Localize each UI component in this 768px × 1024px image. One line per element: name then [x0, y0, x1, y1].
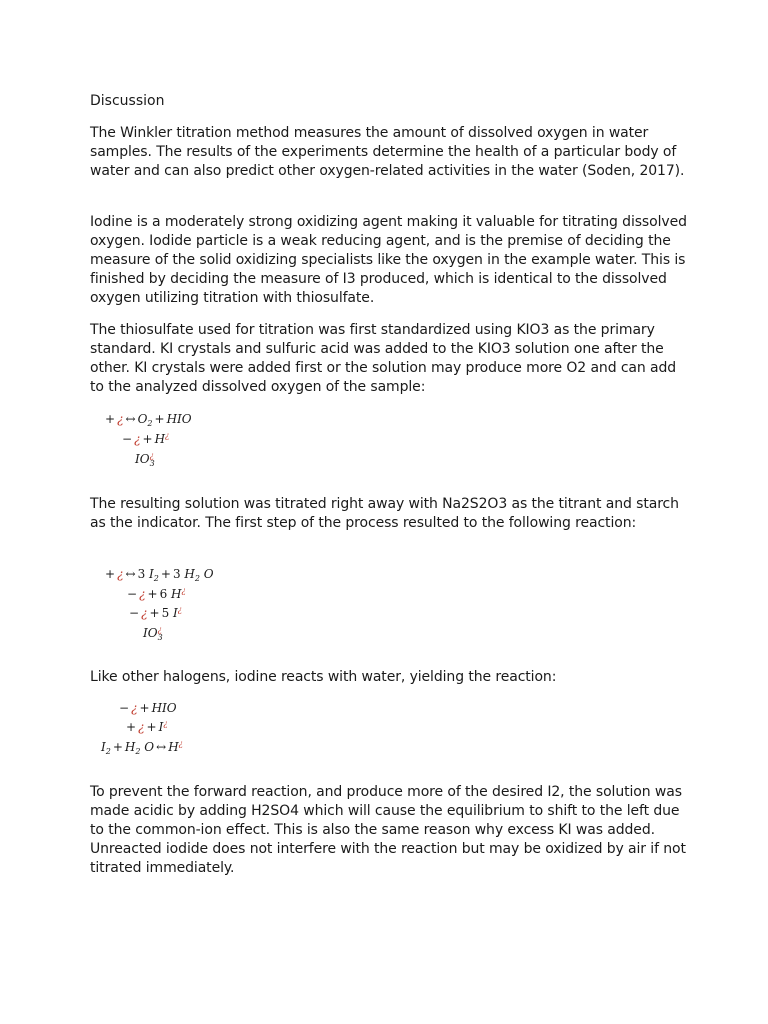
equation-line: − ¿ + 5 I¿ [129, 605, 183, 620]
equation-line: + ¿ + I¿ [126, 719, 168, 734]
equation-line: + ¿ ↔ $O_2$ + HIO [105, 412, 192, 428]
paragraph-halogens: Like other halogens, iodine reacts with water, yielding the reaction: [90, 669, 557, 685]
paragraph-winkler: The Winkler titration method measures the amount of dissolved oxygen in water samples. The results of the experiments determine the health of a particular body of water and can also predict other oxygen-related activities in the water (Soden, 2017). [90, 125, 685, 179]
paragraph-iodine: Iodine is a moderately strong oxidizing agent making it valuable for titrating dissolved oxygen. Iodide particle is a weak reducing agent, and is the premise of deciding the measure of the solid oxidizing specialists like the oxygen in the example water. This is finished by deciding the measure of I3 produced, which is identical to the dissolved oxygen utilizing titration with thiosulfate. [90, 214, 687, 306]
section-heading: Discussion [90, 93, 165, 109]
equation-line: + ¿ ↔ 3 $I_2 + 3$ $H_2$ O [105, 567, 214, 583]
paragraph-resulting-solution: The resulting solution was titrated right away with Na2S2O3 as the titrant and starch as the indicator. The first step of the process resulted to the following reaction: [90, 496, 679, 531]
equation-line: $IO_3^¿$ [143, 625, 163, 642]
equation-line: − ¿ + HIO [119, 701, 177, 715]
equation-line: $I_2 + H_2$ O ↔ H¿ [101, 739, 183, 756]
equation-line: $IO_3^¿$ [135, 451, 155, 468]
paragraph-thiosulfate: The thiosulfate used for titration was first standardized using KIO3 as the primary standard. KI crystals and sulfuric acid was added to the KIO3 solution one after the other. KI crystals were added first or the solution may produce more O2 and can add to the analyzed dissolved oxygen of the sample: [90, 322, 677, 395]
equation-line: − ¿ + 6 H¿ [127, 586, 186, 601]
equation-line: − ¿ + H¿ [122, 431, 170, 446]
paragraph-prevent-forward: To prevent the forward reaction, and produce more of the desired I2, the solution was made acidic by adding H2SO4 which will cause the equilibrium to shift to the left due to the common-ion effect. This is also the same reason why excess KI was added. Unreacted iodide does not interfere with the reaction but may be oxidized by air if not titrated immediately. [90, 784, 686, 876]
